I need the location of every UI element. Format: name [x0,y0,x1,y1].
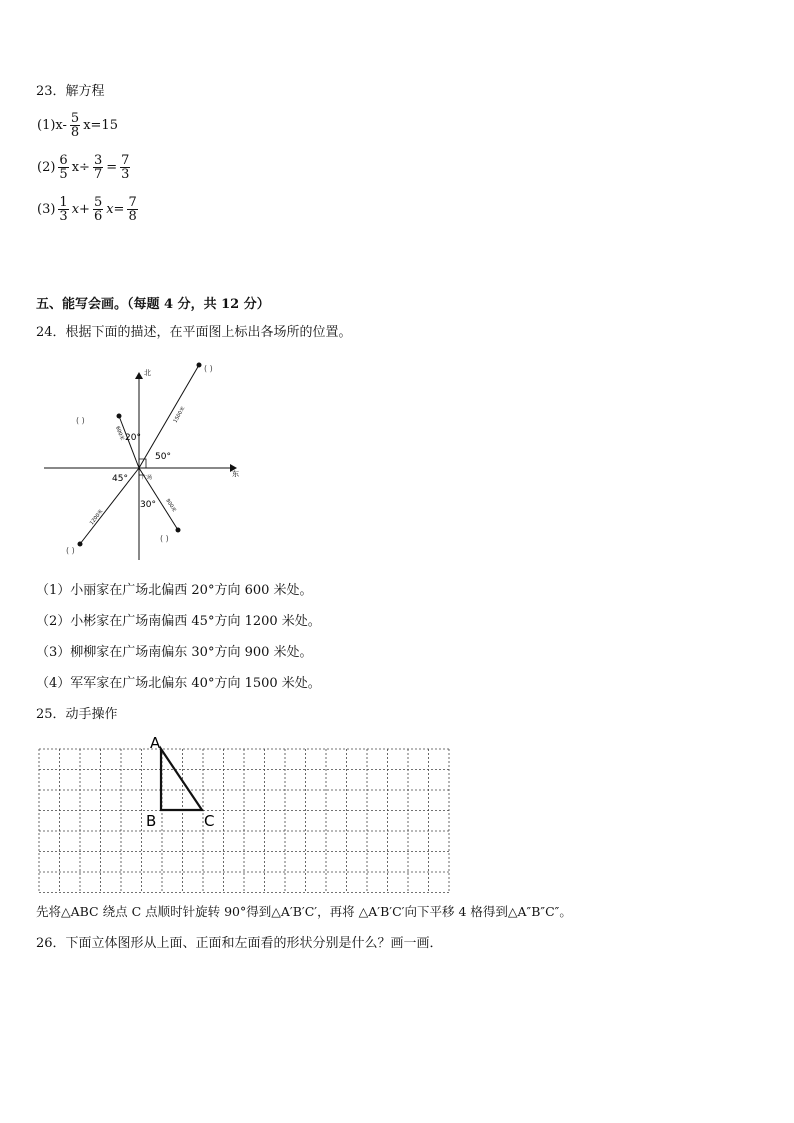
point-north-east [197,363,202,368]
eq3-frac3-den: 8 [128,209,137,224]
eq1-fraction [70,112,80,139]
eq2-mid: x÷ [71,160,90,175]
eq2-eqsign: = [106,160,118,175]
eq3-frac2-num: 5 [93,195,103,210]
eq3-fraction-1 [58,196,68,223]
eq2-frac3-num: 7 [121,153,130,168]
point-south-east [176,528,181,533]
triangle-abc [161,749,202,810]
equation-2 [36,154,132,181]
q25-instruction: 先将△ABC 绕点 C 点顺时针旋转 90°得到△A′B′C′，再将 △A′B′C′向下平移 4 格得到△A″B″C″。 [36,904,572,919]
eq3-fraction-2 [93,196,103,223]
distance-900-label: 900米 [164,497,178,514]
distance-1200-label: 1200米 [88,508,105,527]
eq2-frac3-den: 3 [121,167,130,182]
answer-blank-sw: ( ) [66,546,75,555]
angle-30-label: 30° [140,500,156,510]
eq3-mid2: x= [106,202,125,217]
q24-item-2: （2）小彬家在广场南偏西 45°方向 1200 米处。 [36,614,321,629]
square-grid [36,732,452,896]
eq3-label: (3) [37,202,56,217]
angle-45-label: 45° [112,474,128,484]
north-label: 北 [144,369,151,377]
eq2-frac1-den: 5 [59,167,68,182]
distance-600-label: 600米 [114,425,125,442]
east-label: 东 [232,470,239,478]
eq2-frac2-den: 7 [93,167,103,182]
eq2-fraction-3 [120,154,130,181]
q26-title: 26．下面立体图形从上面、正面和左面看的形状分别是什么？画一画． [36,936,443,951]
square-center-label: 广场 [142,475,153,481]
eq1-tail: x=15 [83,118,118,133]
vertex-b-label: B [146,812,157,830]
q24-item-1: （1）小丽家在广场北偏西 20°方向 600 米处。 [36,583,313,598]
q24-item-4: （4）军军家在广场北偏东 40°方向 1500 米处。 [36,676,321,691]
q24-title: 24．根据下面的描述，在平面图上标出各场所的位置。 [36,325,352,340]
eq2-fraction-1 [58,154,68,181]
eq2-frac2-num: 3 [93,153,103,168]
eq2-label: (2) [37,160,56,175]
eq1-label: (1)x- [37,118,67,133]
eq1-frac-den: 8 [70,125,80,140]
vertex-c-label: C [204,812,215,830]
eq3-frac3-num: 7 [128,195,137,210]
section5-title: 五、能写会画。（每题 4 分，共 12 分） [36,297,270,312]
q24-item-3: （3）柳柳家在广场南偏东 30°方向 900 米处。 [36,645,313,660]
q25-title: 25．动手操作 [36,707,118,722]
equation-3 [36,196,140,223]
eq3-fraction-3 [127,196,137,223]
eq1-frac-num: 5 [70,111,80,126]
eq3-frac1-den: 3 [59,209,68,224]
eq3-frac2-den: 6 [93,209,103,224]
eq3-mid1: x+ [71,202,90,217]
grid-lines [39,749,449,893]
answer-blank-ne: ( ) [204,364,213,373]
equation-1 [36,112,119,139]
q23-title: 23．解方程 [36,84,105,99]
answer-blank-se: ( ) [160,534,169,543]
angle-20-label: 20° [125,433,141,443]
answer-blank-nw: ( ) [76,416,85,425]
eq2-fraction-2 [93,154,103,181]
distance-1500-label: 1500米 [172,405,187,424]
ray-south-west [80,468,139,544]
angle-50-label: 50° [155,452,171,462]
eq2-frac1-num: 6 [59,153,68,168]
point-north-west [117,414,122,419]
vertex-a-label: A [150,734,161,752]
point-south-west [78,542,83,547]
direction-diagram [36,355,256,570]
eq3-frac1-num: 1 [59,195,68,210]
